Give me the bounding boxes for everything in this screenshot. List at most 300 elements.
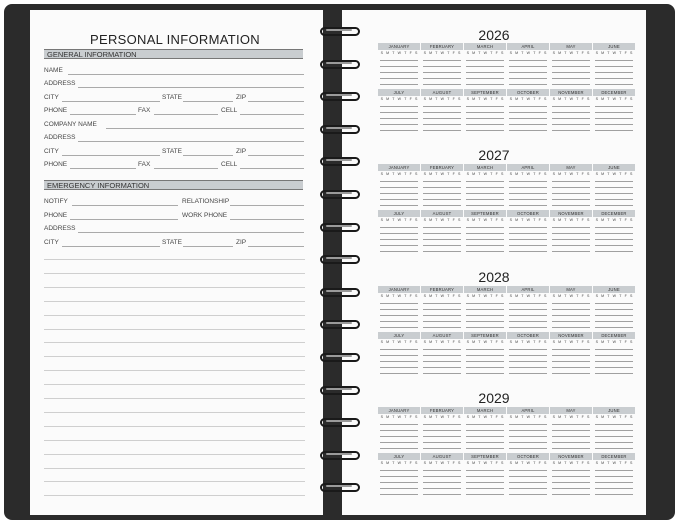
weekday-header [378,461,420,465]
month-calendar [550,210,592,254]
notes-line[interactable] [44,301,305,302]
date-grid-row [380,373,418,374]
date-grid-row [423,482,461,483]
date-grid-row [552,367,590,368]
date-grid-row [423,367,461,368]
coil-highlight [326,355,352,357]
month-name: JUNE [593,164,635,171]
weekday-letter: S [414,218,418,222]
date-grid-row [509,106,547,107]
weekday-letter: M [515,340,519,344]
month-name: AUGUST [421,210,463,217]
date-grid-row [595,424,633,425]
weekday-letter: T [619,218,622,222]
date-grid-row [595,118,633,119]
date-grid-row [380,430,418,431]
weekday-letter: S [509,415,512,419]
weekday-letter: W [569,172,574,176]
date-grid-row [423,373,461,374]
date-grid-row [423,488,461,489]
year-calendar [378,286,634,383]
month-name: JANUARY [378,43,420,50]
notes-line[interactable] [44,384,305,385]
date-grid-row [466,78,504,79]
date-grid-row [552,488,590,489]
weekday-letter: F [624,461,627,465]
weekday-letter: S [380,172,383,176]
month-name: NOVEMBER [550,89,592,96]
month-name: MAY [550,407,592,414]
weekday-letter: W [612,97,617,101]
notes-line[interactable] [44,315,305,316]
weekday-letter: T [564,294,567,298]
date-grid-row [509,303,547,304]
date-grid-row [509,72,547,73]
weekday-letter: S [466,218,469,222]
weekday-header [593,415,635,419]
weekday-letter: T [447,172,450,176]
weekday-letter: S [414,461,418,465]
weekday-letter: S [629,461,633,465]
emergency-state-label: STATE [162,239,182,246]
binding-coil [320,451,360,460]
weekday-letter: T [564,340,567,344]
notes-line[interactable] [44,287,305,288]
month-calendar [464,332,506,376]
state-line[interactable] [183,101,233,102]
notes-line[interactable] [44,273,305,274]
weekday-letter: S [595,294,598,298]
weekday-letter: S [552,51,555,55]
weekday-letter: S [629,218,633,222]
date-grid-row [595,112,633,113]
weekday-letter: F [409,415,412,419]
weekday-letter: M [558,51,562,55]
emergency-address-line[interactable] [78,232,304,233]
weekday-letter: F [624,172,627,176]
date-grid-row [509,251,547,252]
weekday-header [550,97,592,101]
city-line[interactable] [62,101,160,102]
binding-coil [320,320,360,329]
weekday-letter: S [543,415,547,419]
weekday-letter: T [576,415,579,419]
weekday-letter: M [515,172,519,176]
weekday-header [550,51,592,55]
date-grid-row [423,424,461,425]
date-grid-row [509,130,547,131]
date-grid-row [380,494,418,495]
fax-line[interactable] [154,114,218,115]
notes-line[interactable] [44,398,305,399]
date-grid-row [509,181,547,182]
notes-line[interactable] [44,356,305,357]
date-grid-row [423,430,461,431]
date-grid-row [466,361,504,362]
weekday-letter: S [629,340,633,344]
month-row [378,43,634,87]
weekday-letter: F [495,461,498,465]
binding-coil [320,353,360,362]
date-grid-row [552,66,590,67]
date-grid-row [423,205,461,206]
date-grid-row [509,187,547,188]
weekday-letter: S [457,340,461,344]
month-name: SEPTEMBER [464,210,506,217]
month-calendar [550,43,592,87]
date-grid-row [466,327,504,328]
weekday-header [464,218,506,222]
month-name: FEBRUARY [421,43,463,50]
zip-label: ZIP [236,94,247,101]
weekday-letter: T [404,218,407,222]
notes-line[interactable] [44,468,305,469]
weekday-letter: T [576,294,579,298]
weekday-letter: W [612,294,617,298]
month-name: OCTOBER [507,453,549,460]
weekday-letter: T [478,218,481,222]
date-grid-row [423,349,461,350]
date-grid-row [509,315,547,316]
date-grid-row [595,233,633,234]
phone-line[interactable] [70,114,136,115]
address-line[interactable] [78,87,304,88]
weekday-letter: T [619,340,622,344]
weekday-header [593,51,635,55]
date-grid-row [380,199,418,200]
weekday-letter: T [564,172,567,176]
weekday-letter: S [457,97,461,101]
weekday-letter: M [601,51,605,55]
date-grid-row [466,367,504,368]
weekday-letter: F [581,97,584,101]
weekday-letter: M [558,461,562,465]
relationship-label: RELATIONSHIP [182,198,230,205]
company-zip-label: ZIP [236,148,247,155]
weekday-letter: W [483,415,488,419]
company-cell-line[interactable] [240,168,304,169]
month-calendar [507,43,549,87]
weekday-letter: T [576,340,579,344]
weekday-letter: S [380,218,383,222]
weekday-letter: S [457,461,461,465]
month-name: APRIL [507,43,549,50]
weekday-letter: M [386,415,390,419]
date-grid-row [466,424,504,425]
coil-highlight [326,94,352,96]
weekday-letter: W [569,97,574,101]
weekday-letter: S [457,51,461,55]
date-grid-row [552,309,590,310]
month-row [378,210,634,254]
month-calendar [550,89,592,133]
weekday-header [507,340,549,344]
weekday-letter: W [526,51,531,55]
company-state-line[interactable] [183,155,233,156]
date-grid-row [595,239,633,240]
weekday-letter: T [490,415,493,419]
emergency-phone-line[interactable] [70,219,178,220]
month-calendar [593,286,635,330]
weekday-header [464,415,506,419]
weekday-letter: W [569,461,574,465]
weekday-letter: F [538,294,541,298]
month-row [378,332,634,376]
weekday-letter: T [490,172,493,176]
notes-line[interactable] [44,426,305,427]
emergency-phone-label: PHONE [44,212,68,219]
weekday-letter: M [515,461,519,465]
weekday-letter: T [392,340,395,344]
weekday-letter: S [414,340,418,344]
month-name: APRIL [507,407,549,414]
weekday-letter: M [429,415,433,419]
emergency-city-line[interactable] [62,246,160,247]
weekday-letter: F [624,340,627,344]
cell-line[interactable] [240,114,304,115]
weekday-letter: W [397,218,402,222]
weekday-letter: T [533,51,536,55]
weekday-header [378,415,420,419]
weekday-letter: S [586,340,590,344]
date-grid-row [380,84,418,85]
date-grid-row [552,60,590,61]
weekday-header [421,340,463,344]
binding-coil [320,288,360,297]
weekday-header [593,461,635,465]
date-grid-row [380,118,418,119]
weekday-letter: T [607,294,610,298]
company-zip-line[interactable] [248,155,304,156]
notes-line[interactable] [44,495,305,496]
weekday-letter: F [452,218,455,222]
weekday-letter: T [521,172,524,176]
date-grid-row [552,355,590,356]
date-grid-row [595,227,633,228]
weekday-letter: S [629,415,633,419]
weekday-letter: T [607,415,610,419]
weekday-letter: F [581,340,584,344]
emergency-state-line[interactable] [183,246,233,247]
weekday-letter: F [452,97,455,101]
weekday-letter: S [500,340,504,344]
weekday-letter: W [440,294,445,298]
date-grid-row [552,112,590,113]
date-grid-row [423,251,461,252]
weekday-letter: S [552,172,555,176]
weekday-letter: S [380,340,383,344]
month-name: AUGUST [421,332,463,339]
weekday-letter: T [478,51,481,55]
notes-line[interactable] [44,370,305,371]
weekday-letter: M [386,294,390,298]
weekday-letter: M [515,415,519,419]
company-state-label: STATE [162,148,182,155]
weekday-letter: S [457,172,461,176]
weekday-letter: S [629,97,633,101]
date-grid-row [380,482,418,483]
coil-loop [320,223,360,232]
weekday-letter: W [483,172,488,176]
year-calendar [378,164,634,261]
notes-line[interactable] [44,342,305,343]
date-grid-row [509,436,547,437]
weekday-letter: S [586,51,590,55]
date-grid-row [552,124,590,125]
date-grid-row [595,309,633,310]
weekday-letter: M [386,461,390,465]
weekday-letter: F [495,97,498,101]
weekday-letter: T [564,51,567,55]
weekday-letter: W [483,294,488,298]
name-line[interactable] [68,74,304,75]
notes-line[interactable] [44,454,305,455]
date-grid-row [423,476,461,477]
weekday-letter: W [526,172,531,176]
weekday-letter: W [397,461,402,465]
weekday-letter: F [624,97,627,101]
company-fax-line[interactable] [154,168,218,169]
weekday-letter: T [392,461,395,465]
weekday-letter: W [612,51,617,55]
address-label: ADDRESS [44,80,76,87]
weekday-letter: T [607,218,610,222]
weekday-letter: S [552,415,555,419]
weekday-letter: F [538,97,541,101]
weekday-letter: T [478,340,481,344]
weekday-letter: S [423,461,426,465]
weekday-letter: T [435,218,438,222]
company-name-line[interactable] [106,128,304,129]
weekday-letter: S [457,294,461,298]
notes-line[interactable] [44,440,305,441]
notes-line[interactable] [44,481,305,482]
work-phone-line[interactable] [230,219,304,220]
date-grid-row [466,436,504,437]
company-city-line[interactable] [62,155,160,156]
date-grid-row [552,233,590,234]
date-grid-row [466,321,504,322]
date-grid-row [380,181,418,182]
weekday-letter: T [521,218,524,222]
notes-line[interactable] [44,412,305,413]
date-grid-row [552,303,590,304]
weekday-letter: T [404,415,407,419]
weekday-letter: T [447,340,450,344]
date-grid-row [509,327,547,328]
weekday-header [421,218,463,222]
weekday-letter: F [452,415,455,419]
binding-coil [320,223,360,232]
weekday-letter: S [500,218,504,222]
weekday-letter: W [569,340,574,344]
date-grid-row [595,436,633,437]
weekday-letter: T [576,218,579,222]
weekday-letter: S [552,97,555,101]
month-name: DECEMBER [593,89,635,96]
date-grid-row [466,124,504,125]
weekday-letter: M [429,461,433,465]
weekday-letter: T [478,415,481,419]
zip-line[interactable] [248,101,304,102]
date-grid-row [595,448,633,449]
weekday-letter: S [500,415,504,419]
date-grid-row [380,309,418,310]
binding-coil [320,157,360,166]
date-grid-row [595,315,633,316]
date-grid-row [552,118,590,119]
company-address-line[interactable] [78,141,304,142]
company-city-label: CITY [44,148,59,155]
weekday-letter: S [414,172,418,176]
notes-line[interactable] [44,329,305,330]
month-name: MARCH [464,164,506,171]
weekday-letter: M [429,340,433,344]
date-grid-row [423,60,461,61]
month-calendar [550,332,592,376]
date-grid-row [509,239,547,240]
weekday-header [507,294,549,298]
date-grid-row [595,72,633,73]
coil-highlight [326,453,352,455]
date-grid-row [595,199,633,200]
weekday-letter: T [533,461,536,465]
weekday-letter: T [521,415,524,419]
weekday-letter: S [457,218,461,222]
date-grid-row [595,367,633,368]
notes-line[interactable] [44,259,305,260]
weekday-letter: M [472,294,476,298]
date-grid-row [509,361,547,362]
emergency-zip-line[interactable] [248,246,304,247]
month-name: FEBRUARY [421,164,463,171]
weekday-letter: F [624,51,627,55]
weekday-letter: W [483,461,488,465]
date-grid-row [552,199,590,200]
date-grid-row [423,66,461,67]
weekday-letter: F [495,340,498,344]
emergency-information-header: EMERGENCY INFORMATION [44,180,303,190]
date-grid-row [552,245,590,246]
weekday-header [507,218,549,222]
weekday-letter: S [586,172,590,176]
weekday-letter: S [500,294,504,298]
weekday-letter: M [429,97,433,101]
date-grid-row [595,106,633,107]
weekday-letter: T [619,461,622,465]
weekday-letter: S [423,294,426,298]
month-calendar [378,210,420,254]
date-grid-row [552,373,590,374]
date-grid-row [595,488,633,489]
date-grid-row [509,442,547,443]
date-grid-row [552,239,590,240]
company-phone-line[interactable] [70,168,136,169]
notify-line[interactable] [72,205,178,206]
relationship-line[interactable] [230,205,304,206]
weekday-letter: W [483,97,488,101]
date-grid-row [509,66,547,67]
date-grid-row [466,488,504,489]
date-grid-row [423,309,461,310]
weekday-letter: S [509,218,512,222]
weekday-letter: W [440,172,445,176]
weekday-letter: T [607,97,610,101]
date-grid-row [423,181,461,182]
weekday-letter: S [543,340,547,344]
date-grid-row [423,84,461,85]
weekday-letter: T [521,97,524,101]
